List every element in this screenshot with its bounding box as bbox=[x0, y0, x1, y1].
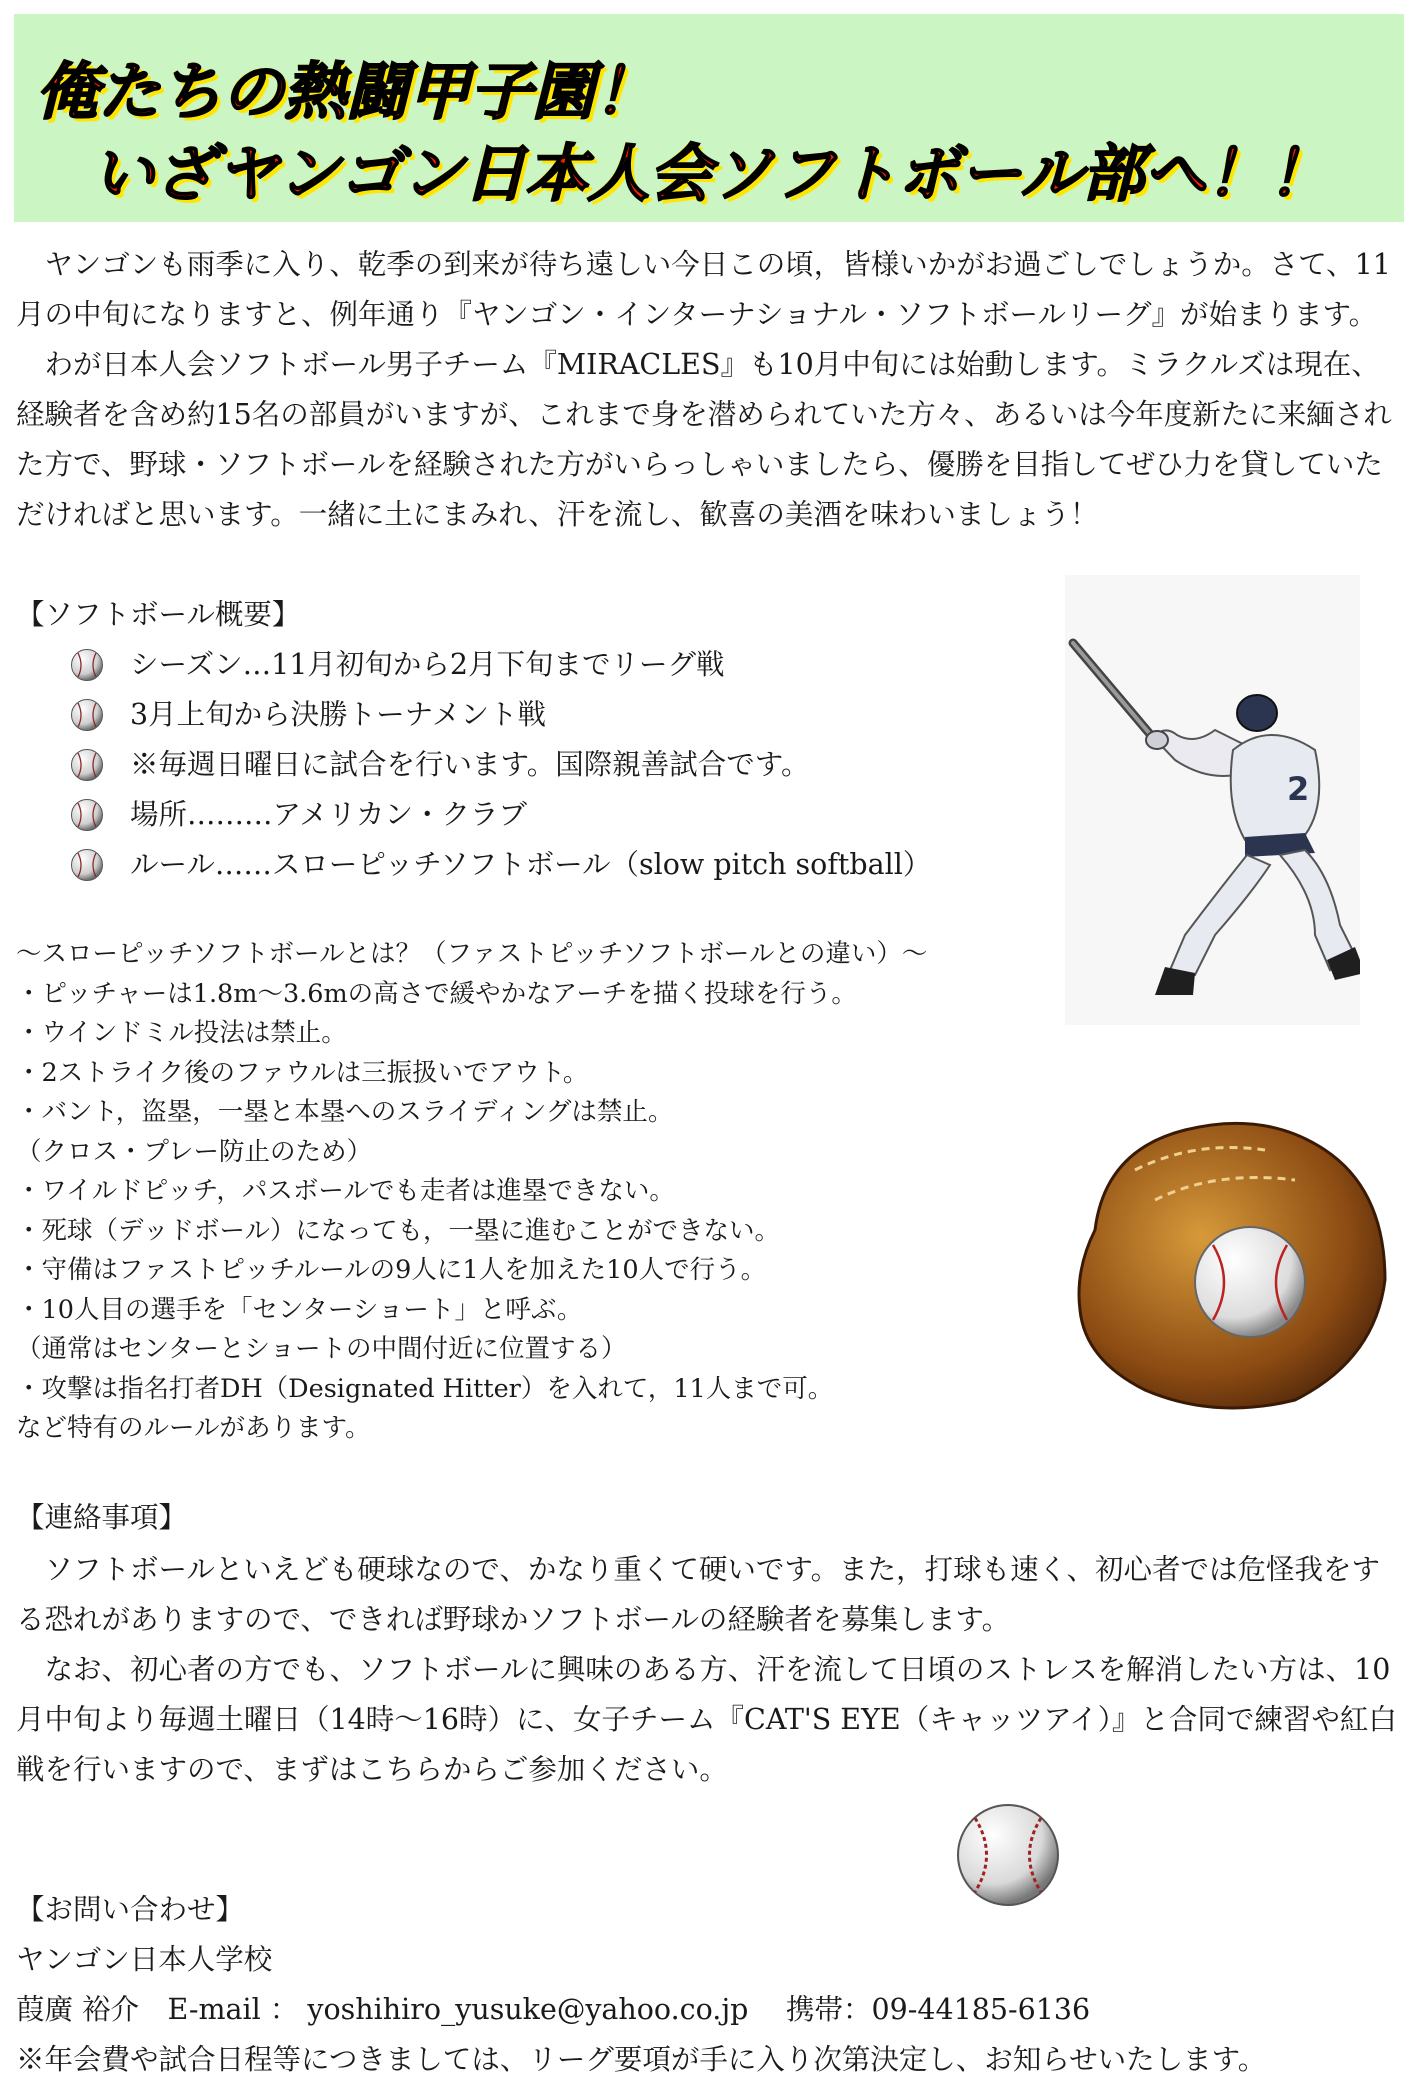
baseball-illustration bbox=[953, 1800, 1063, 1910]
rules-line: ・攻撃は指名打者DH（Designated Hitter）を入れて，11人まで可。 bbox=[16, 1373, 834, 1404]
list-item bbox=[70, 790, 931, 840]
intro-paragraph-1: ヤンゴンも雨季に入り、乾季の到来が待ち遠しい今日この頃，皆様いかがお過ごしでしょうか。さて、11月の中旬になりますと、例年通り『ヤンゴン・インターナショナル・ソフトボールリーグ』が始まります。 bbox=[16, 248, 1391, 331]
glove-and-ball-illustration bbox=[1065, 1110, 1395, 1420]
baseball-icon bbox=[70, 848, 104, 882]
overview-heading: 【ソフトボール概要】 bbox=[16, 598, 301, 631]
list-item bbox=[70, 690, 931, 740]
overview-item-tournament: 3月上旬から決勝トーナメント戦 bbox=[130, 698, 546, 731]
contact-person: 葭廣 裕介 E-mail ： yoshihiro_yusuke@yahoo.co.jp 携帯：09-44185-6136 bbox=[16, 1993, 1091, 2026]
rules-line: ～スローピッチソフトボールとは？（ファストピッチソフトボールとの違い）～ bbox=[16, 939, 928, 969]
rules-line: ・死球（デッドボール）になっても，一塁に進むことができない。 bbox=[16, 1215, 780, 1246]
rules-line: ・2ストライク後のファウルは三振扱いでアウト。 bbox=[16, 1057, 589, 1088]
contact-heading: 【お問い合わせ】 bbox=[16, 1893, 245, 1926]
rules-line: など特有のルールがあります。 bbox=[16, 1413, 371, 1443]
overview-item-schedule: ※毎週日曜日に試合を行います。国際親善試合です。 bbox=[130, 748, 810, 781]
overview-item-venue: 場所………アメリカン・クラブ bbox=[130, 798, 528, 831]
intro-text bbox=[16, 240, 1406, 540]
notice-paragraph-2: なお、初心者の方でも、ソフトボールに興味のある方、汗を流して日頃のストレスを解消したい方は、10月中旬より毎週土曜日（14時～16時）に、女子チーム『CAT'S EYE（キャッツアイ）』と合同で練習や紅白戦を行いますので、まずはこちらからご参加ください。 bbox=[16, 1653, 1397, 1786]
contact-note: ※年会費や試合日程等につきましては、リーグ要項が手に入り次第決定し、お知らせいたします。 bbox=[16, 2043, 1267, 2076]
title-banner bbox=[14, 14, 1404, 222]
rules-line: ・ワイルドピッチ，パスボールでも走者は進塁できない。 bbox=[16, 1176, 675, 1206]
rules-line: ・ピッチャーは1.8m～3.6mの高さで緩やかなアーチを描く投球を行う。 bbox=[16, 978, 857, 1009]
baseball-icon bbox=[70, 748, 104, 782]
notice-heading: 【連絡事項】 bbox=[16, 1501, 188, 1534]
banner-title-line-1: 俺たちの熱闘甲子園！ bbox=[36, 55, 657, 128]
rules-line: ・守備はファストピッチルールの9人に1人を加えた10人で行う。 bbox=[16, 1255, 767, 1285]
slow-pitch-rules bbox=[16, 935, 927, 1449]
rules-line: ・ウインドミル投法は禁止。 bbox=[16, 1018, 347, 1048]
batter-illustration bbox=[1065, 575, 1360, 1025]
overview-item-rules: ルール……スローピッチソフトボール（slow pitch softball） bbox=[130, 848, 932, 881]
notice-paragraph-1: ソフトボールといえども硬球なので、かなり重くて硬いです。また，打球も速く、初心者では危怪我をする恐れがありますので、できれば野球かソフトボールの経験者を募集します。 bbox=[16, 1553, 1381, 1636]
rules-line: ・バント，盗塁，一塁と本塁へのスライディングは禁止。 bbox=[16, 1097, 674, 1127]
overview-item-season: シーズン…11月初旬から2月下旬までリーグ戦 bbox=[130, 648, 725, 681]
contact-section bbox=[16, 1885, 1266, 2085]
notice-text bbox=[16, 1545, 1406, 1795]
list-item bbox=[70, 840, 931, 890]
banner-title-line-2: いざヤンゴン日本人会ソフトボール部へ！！ bbox=[92, 137, 1331, 210]
contact-organization: ヤンゴン日本人学校 bbox=[16, 1943, 273, 1976]
overview-list bbox=[70, 640, 931, 890]
baseball-icon bbox=[70, 798, 104, 832]
baseball-icon bbox=[70, 648, 104, 682]
svg-text:2: 2 bbox=[1287, 770, 1310, 808]
rules-line: （クロス・プレー防止のため） bbox=[16, 1136, 372, 1167]
intro-paragraph-2: わが日本人会ソフトボール男子チーム『MIRACLES』も10月中旬には始動します。ミラクルズは現在、経験者を含め約15名の部員がいますが、これまで身を潜められていた方々、あるいは今年度新たに来緬された方で、野球・ソフトボールを経験された方がいらっしゃいましたら、優勝を目指してぜひ力を貸していただければと思います。一緒に土にまみれ、汗を流し、歓喜の美酒を味わいましょう！ bbox=[16, 348, 1392, 531]
list-item bbox=[70, 740, 931, 790]
baseball-icon bbox=[70, 698, 104, 732]
list-item bbox=[70, 640, 931, 690]
rules-line: （通常はセンターとショートの中間付近に位置する） bbox=[16, 1334, 627, 1364]
rules-line: ・10人目の選手を「センターショート」と呼ぶ。 bbox=[16, 1294, 583, 1325]
